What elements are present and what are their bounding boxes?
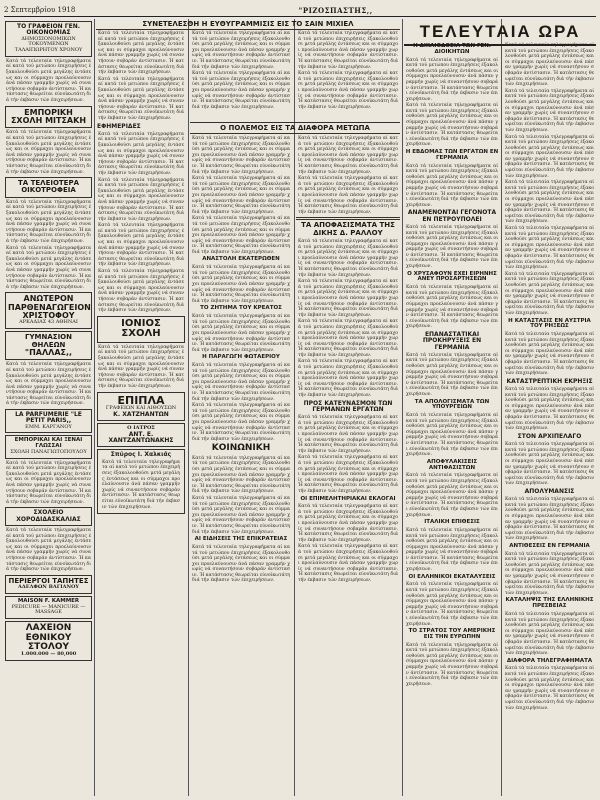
article-text: Κατά τά τελευταία τηλεγραφήματα αί κατά τού μετώπου έπιχειρήσεις έξακολουθούσι μετά μεγάλης έντάσεως και οι σύμμαχοι προελαύνουσιν άνά πάσαν γραμμήν χωρίς νά συναντήσουν σοβαράν άντίστασιν. Ή κατάστασις θεωρείται εύνοϊκωτάτη διά τήν έκβασιν τών έπιχειρήσεων. [192,176,290,215]
article-text: Κατά τά τελευταία τηλεγραφήματα αί κατά τού μετώπου έπιχειρήσεις έξακολουθούσι μετά μεγάλης έντάσεως και οι σύμμαχοι προελαύνουσιν άνά πάσαν γραμμήν χωρίς νά συναντήσουν σοβαράν άντίστασιν. Ή κατάστασις θεωρείται εύνοϊκωτάτη διά τήν έκβασιν τών έπιχειρήσεων. [192,544,290,584]
article-text: Κατά τά τελευταία τηλεγραφήματα αί κατά τού μετώπου έπιχειρήσεις έξακολουθούσι μετά μεγάλης έντάσεως και οι σύμμαχοι προελαύνουσιν άνά πάσαν γραμμήν χωρίς νά συναντήσουν σοβαράν άντίστασιν. Ή κατάστασις θεωρείται εύνοϊκωτάτη διά τήν έκβασιν τών έπιχειρήσεων. [406,103,498,148]
article-heading: ΣΤΟΝ ΑΡΧΙΠΕΛΑΓΟ [517,432,582,440]
article-heading: ΑΝΑΜΕΝΟΝΤΑΙ ΓΕΓΟΝΟΤΑ ΕΝ ΠΕΤΡΟΥΠΟΛΕΙ [407,209,497,223]
article-text: Κατά τά τελευταία τηλεγραφήματα αί κατά τού μετώπου έπιχειρήσεις έξακολουθούσι μετά μεγάλης έντάσεως και οι σύμμαχοι προελαύνουσιν άνά πάσαν γραμμήν χωρίς νά συναντήσουν σοβαράν άντίστασιν. Ή κατάστασις θεωρείται εύνοϊκωτάτη διά τήν έκβασιν τών έπιχειρήσεων. [406,413,498,458]
article-text: Κατά τά τελευταία τηλεγραφήματα αί κατά τού μετώπου έπιχειρήσεις έξακολουθούσι μετά μεγάλης έντάσεως και οι σύμμαχοι προελαύνουσιν άνά πάσαν γραμμήν χωρίς νά συναντήσουν σοβαράν άντίστασιν. Ή κατάστασις θεωρείται εύνοϊκωτάτη διά τήν έκβασιν τών έπιχειρήσεων. [192,136,290,175]
article-text: Κατά τά τελευταία τηλεγραφήματα αί κατά τού μετώπου έπιχειρήσεις έξακολουθούσι μετά μεγάλης έντάσεως και οι σύμμαχοι προελαύνουσιν άνά πάσαν γραμμήν χωρίς νά συναντήσουν σοβαράν άντίστασιν. Ή κατάστασις θεωρείται εύνοϊκωτάτη διά τήν έκβασιν τών έπιχειρήσεων. [298,279,398,318]
right-column-a [404,42,500,796]
article-text: Κατά τά τελευταία τηλεγραφήματα αί κατά τού μετώπου έπιχειρήσεις έξακολουθούσι μετά μεγάλης έντάσεως και οι σύμμαχοι προελαύνουσιν άνά πάσαν γραμμήν χωρίς νά συναντήσουν σοβαράν άντίστασιν. Ή κατάστασις θεωρείται εύνοϊκωτάτη διά τήν έκβασιν τών έπιχειρήσεων. [192,495,290,535]
article-heading: ΚΑΤΑΣΤΡΕΠΤΙΚΗ ΕΚΡΗΞΙΣ [506,377,593,385]
article-text: Κατά τά τελευταία τηλεγραφήματα αί κατά τού μετώπου έπιχειρήσεις έξακολουθούσι μετά μεγάλης έντάσεως και οι σύμμαχοι προελαύνουσιν άνά πάσαν γραμμήν χωρίς νά συναντήσουν σοβαράν άντίστασιν. Ή κατάστασις θεωρείται εύνοϊκωτάτη διά τήν έκβασιν τών έπιχειρήσεων. [98,131,184,176]
article-text: Κατά τά τελευταία τηλεγραφήματα αί κατά τού μετώπου έπιχειρήσεις έξακολουθούσι μετά μεγάλης έντάσεως και οι σύμμαχοι προελαύνουσιν άνά πάσαν γραμμήν χωρίς νά συναντήσουν σοβαράν άντίστασιν. Ή κατάστασις θεωρείται εύνοϊκωτάτη διά τήν έκβασιν τών έπιχειρήσεων. [192,216,290,255]
article-text: Κατά τά τελευταία τηλεγραφήματα αί κατά τού μετώπου έπιχειρήσεις έξακολουθούσι μετά μεγάλης έντάσεως και οι σύμμαχοι προελαύνουσιν άνά πάσαν γραμμήν χωρίς νά συναντήσουν σοβαράν άντίστασιν. Ή κατάστασις θεωρείται εύνοϊκωτάτη διά τήν έκβασιν τών έπιχειρήσεων. [406,163,498,208]
column-rule [402,19,403,796]
ad-block [5,596,92,619]
ad-name: Σπύρος Ι. Χαλκιάς [110,451,172,459]
column-rule [501,19,502,796]
article-text: Κατά τά τελευταία τηλεγραφήματα αί κατά τού μετώπου έπιχειρήσεις έξακολουθούσι μετά μεγάλης έντάσεως και οι σύμμαχοι προελαύνουσιν άνά πάσαν γραμμήν χωρίς νά συναντήσουν σοβαράν άντίστασιν. Ή κατάστασις θεωρείται εύνοϊκωτάτη διά τήν έκβασιν τών έπιχειρήσεων. [505,332,594,377]
ad-subtitle: ΑΡΚΑΔΙΑΣ 43 ΑΘΗΝΑΙ [19,319,78,326]
ad-title: ΛΑΧΕΙΟΝ ΕΘΝΙΚΟΥ ΣΤΟΛΟΥ [25,623,72,653]
ad-name: "ΠΑΛΛΑΣ,, [24,347,73,357]
ad-title: ΤΟ ΓΡΑΦΕΙΟΝ ΓΕΝ. ΟΙΚΟΝΟΜΙΑΣ [16,23,80,37]
column-rule [188,19,189,796]
article-text: Κατά τά τελευταία τηλεγραφήματα αί κατά τού μετώπου έπιχειρήσεις έξακολουθούσι μετά μεγάλης έντάσεως και οι σύμμαχοι προελαύνουσιν άνά πάσαν γραμμήν χωρίς νά συναντήσουν σοβαράν άντίστασιν. Ή κατάστασις θεωρείται εύνοϊκωτάτη διά τήν έκβασιν τών έπιχειρήσεων. [505,387,594,432]
ad-block [97,316,185,343]
article-text: Κατά τά τελευταία τηλεγραφήματα αί κατά τού μετώπου έπιχειρήσεις έξακολουθούσι μετά μεγάλης έντάσεως και οι σύμμαχοι προελαύνουσιν άνά πάσαν γραμμήν χωρίς νά συναντήσουν σοβαράν άντίστασιν. Ή κατάστασις θεωρείται εύνοϊκωτάτη διά τήν έκβασιν τών έπιχειρήσεων. [298,136,398,175]
ad-subtitle: ΑΔΕΛΦΩΝ ΒΑΓΙΑΝΟΥ [18,584,79,591]
column-rule [294,19,295,796]
article-heading: ΙΤΑΛΙΚΗ ΕΠΙΘΕΣΙΣ [424,519,480,526]
ad-subtitle: ΣΧΟΛΗ ΠΑΝΑΓΙΩΤΟΠΟΥΛΟΥ [10,448,87,455]
article-text: Κατά τά τελευταία τηλεγραφήματα αί κατά τού μετώπου έπιχειρήσεις έξακολουθούσι μετά μεγάλης έντάσεως και οι σύμμαχοι προελαύνουσιν άνά πάσαν γραμμήν χωρίς νά συναντήσουν σοβαράν άντίστασιν. Ή κατάστασις θεωρείται εύνοϊκωτάτη διά τήν έκβασιν τών έπιχειρήσεων. [192,403,290,442]
ad-block [5,507,92,526]
ad-block [97,449,185,514]
article-heading: Η ΚΑΤΑΣΤΑΣΙΣ ΕΝ ΑΥΣΤΡΙΑ ΤΟΥ ΡΗΞΕΩΣ [508,317,591,330]
ad-subtitle: ΕΜΜ. ΚΑΡΓΑΝΟΥ [25,423,72,430]
ad-subtitle: ΔΗΜΟΣΙΟΝΟΜΙΚΩΝ ΤΟΚΟΥΜΕΝΩΝ ΤΑΛΑΙΠΩΡΗΤΟΥ ΧΡΟΝΟΥ [14,35,83,54]
article-text: Κατά τά τελευταία τηλεγραφήματα αί κατά τού μετώπου έπιχειρήσεις έξακολουθούσι μετά μεγάλης έντάσεως και οι σύμμαχοι προελαύνουσιν άνά πάσαν γραμμήν χωρίς νά συναντήσουν σοβαράν άντίστασιν. Ή κατάστασις θεωρείται εύνοϊκωτάτη διά τήν έκβασιν τών έπιχειρήσεων. [298,319,398,358]
ad-title: ΣΧΟΛΕΙΟ ΧΟΡΟΔΙΔΑΣΚΑΛΙΑΣ [16,509,81,523]
ad-title: ΑΝΩΤΕΡΟΝ ΠΑΡΘΕΝΑΓΩΓΕΙΟΝ ΧΡΙΣΤΟΦΟΥ [8,294,91,321]
ad-block [5,177,92,198]
ad-title: ΤΑ ΤΕΛΕΙΟΤΕΡΑ ΟΙΚΟΤΡΟΦΕΙΑ [17,179,80,195]
article-text: Κατά τά τελευταία τηλεγραφήματα αί κατά τού μετώπου έπιχειρήσεις έξακολουθούσι μετά μεγάλης έντάσεως και οι σύμμαχοι προελαύνουσιν άνά πάσαν γραμμήν χωρίς νά συναντήσουν σοβαράν άντίστασιν. Ή κατάστασις θεωρείται εύνοϊκωτάτη διά τήν έκβασιν τών έπιχειρήσεων. [192,31,290,70]
article-text: Κατά τά τελευταία τηλεγραφήματα αί κατά τού μετώπου έπιχειρήσεις έξακολουθούσι μετά μεγάλης έντάσεως και οι σύμμαχοι προελαύνουσιν άνά πάσαν γραμμήν χωρίς νά συναντήσουν σοβαράν άντίστασιν. Ή κατάστασις θεωρείται εύνοϊκωτάτη διά τήν έκβασιν τών έπιχειρήσεων. [505,271,594,316]
ad-text: Κατά τά τελευταία τηλεγραφήματα αί κατά τού μετώπου έπιχειρήσεις έξακολουθούσι μετά μεγάλης έντάσεως και οι σύμμαχοι προελαύνουσιν άνά πάσαν γραμμήν χωρίς νά συναντήσουν σοβαράν άντίστασιν. Ή κατάστασις θεωρείται εύνοϊκωτάτη διά τήν έκβασιν τών έπιχειρήσεων. [6,362,91,407]
column-rule [94,19,95,796]
ad-text: Κατά τά τελευταία τηλεγραφήματα αί κατά τού μετώπου έπιχειρήσεις έξακολουθούσι μετά μεγάλης έντάσεως και οι σύμμαχοι προελαύνουσιν άνά πάσαν γραμμήν χωρίς νά συναντήσουν σοβαράν άντίστασιν. Ή κατάστασις θεωρείται εύνοϊκωτάτη διά τήν έκβασιν τών έπιχειρήσεων. [6,245,91,290]
column-3-lower [190,135,292,796]
newspaper-title: "ΡΙΖΟΣΠΑΣΤΗΣ,, [298,5,373,15]
ad-block [5,21,92,57]
ad-subtitle: ΓΡΑΦΕΙΩΝ ΚΑΙ ΑΙΘΟΥΣΩΝ [105,405,177,412]
article-heading: ΑΠΟΦΥΛΑΚΙΣΕΙΣ ΑΝΤΙΦΑΣΙΣΤΩΝ [426,458,478,471]
ad-text: Κατά τά τελευταία τηλεγραφήματα αί κατά τού μετώπου έπιχειρήσεις έξακολουθούσι μετά μεγάλης έντάσεως και οι σύμμαχοι προελαύνουσιν άνά πάσαν γραμμήν χωρίς νά συναντήσουν σοβαράν άντίστασιν. Ή κατάστασις θεωρείται εύνοϊκωτάτη διά τήν έκβασιν τών έπιχειρήσεων. [102,459,180,510]
article-text: Κατά τά τελευταία τηλεγραφήματα αί κατά τού μετώπου έπιχειρήσεις έξακολουθούσι μετά μεγάλης έντάσεως και οι σύμμαχοι προελαύνουσιν άνά πάσαν γραμμήν χωρίς νά συναντήσουν σοβαράν άντίστασιν. Ή κατάστασις θεωρείται εύνοϊκωτάτη διά τήν έκβασιν τών έπιχειρήσεων. [298,176,398,215]
ad-block [5,331,92,360]
article-heading: ΕΠΑΝΑΣΤΑΤΙΚΑΙ ΠΡΟΚΗΡΥΞΕΙΣ ΕΝ ΓΕΡΜΑΝΙΑ [422,330,482,351]
article-heading: Η ΔΙΚΑΙΟΔΟΣΙΑ ΤΩΝ ΓΕΝ. ΔΙΟΙΚΗΤΩΝ [413,43,491,55]
ad-name: ΑΝΤ. Ε. ΧΑΝΤΖΑΝΤΩΝΑΚΗΣ [108,430,174,445]
article-text: Κατά τά τελευταία τηλεγραφήματα αί κατά τού μετώπου έπιχειρήσεις έξακολουθούσι μετά μεγάλης έντάσεως και οι σύμμαχοι προελαύνουσιν άνά πάσαν γραμμήν χωρίς νά συναντήσουν σοβαράν άντίστασιν. Ή κατάστασις θεωρείται εύνοϊκωτάτη διά τήν έκβασιν τών έπιχειρήσεων. [298,504,398,543]
article-heading: ΟΙ ΕΠΙΜΕΛΗΤΗΡΙΑΚΑΙ ΕΚΛΟΓΑΙ [300,495,396,502]
column-2 [96,30,186,796]
article-text: Κατά τά τελευταία τηλεγραφήματα αί κατά τού μετώπου έπιχειρήσεις έξακολουθούσι μετά μεγάλης έντάσεως και οι σύμμαχοι προελαύνουσιν άνά πάσαν γραμμήν χωρίς νά συναντήσουν σοβαράν άντίστασιν. Ή κατάστασις θεωρείται εύνοϊκωτάτη διά τήν έκβασιν τών έπιχειρήσεων. [505,442,594,487]
issue-date: 2 Σεπτεμβρίου 1918 [4,6,76,14]
ad-text: Κατά τά τελευταία τηλεγραφήματα αί κατά τού μετώπου έπιχειρήσεις έξακολουθούσι μετά μεγάλης έντάσεως και οι σύμμαχοι προελαύνουσιν άνά πάσαν γραμμήν χωρίς νά συναντήσουν σοβαράν άντίστασιν. Ή κατάστασις θεωρείται εύνοϊκωτάτη διά τήν έκβασιν τών έπιχειρήσεων. [6,460,91,505]
ad-amounts: 1.000.000 — 80,000 [20,651,77,658]
article-heading: Ο ΧΡΥΣΑΦΟΥΝ ΕΧΕΙ ΕΙΡΗΝΗΣ ΑΝΕΥ ΠΡΟΣΑΡΤΗΣΕΩΝ [407,270,497,283]
article-heading: ΤΑ ΑΠΟΛΟΓΙΣΜΑΤΑ ΤΩΝ ΥΠΟΥΡΓΕΙΩΝ [414,398,490,411]
article-heading: ΑΠΟΛΥΜΑΝΣΙΣ [524,487,575,495]
article-heading: ΔΙΑΦΟΡΑ ΤΗΛΕΓΡΑΦΗΜΑΤΑ [506,657,593,664]
article-text: Κατά τά τελευταία τηλεγραφήματα αί κατά τού μετώπου έπιχειρήσεις έξακολουθούσι μετά μεγάλης έντάσεως και οι σύμμαχοι προελαύνουσιν άνά πάσαν γραμμήν χωρίς νά συναντήσουν σοβαράν άντίστασιν. Ή κατάστασις θεωρείται εύνοϊκωτάτη διά τήν έκβασιν τών έπιχειρήσεων. [98,223,184,268]
article-text: Κατά τά τελευταία τηλεγραφήματα αί κατά τού μετώπου έπιχειρήσεις έξακολουθούσι μετά μεγάλης έντάσεως και οι σύμμαχοι προελαύνουσιν άνά πάσαν γραμμήν χωρίς νά συναντήσουν σοβαράν άντίστασιν. Ή κατάστασις θεωρείται εύνοϊκωτάτη διά τήν έκβασιν τών έπιχειρήσεων. [505,611,594,657]
article-heading: ΑΝΤΙΘΕΣΕΙΣ ΕΝ ΓΕΡΜΑΝΙΑ [509,542,590,549]
article-text: Κατά τά τελευταία τηλεγραφήματα αί κατά τού μετώπου έπιχειρήσεις έξακολουθούσι μετά μεγάλης έντάσεως και οι σύμμαχοι προελαύνουσιν άνά πάσαν γραμμήν χωρίς νά συναντήσουν σοβαράν άντίστασιν. Ή κατάστασις θεωρείται εύνοϊκωτάτη διά τήν έκβασιν τών έπιχειρήσεων. [98,177,184,222]
article-heading: ΠΡΟΣ ΚΑΤΕΥΝΑΣΜΟΝ ΤΩΝ ΓΕΡΜΑΝΩΝ ΕΡΓΑΤΩΝ [303,399,393,413]
article-heading: ΤΑ ΑΠΟΦΑΣΙΣΜΑΤΑ ΤΗΣ ΔΙΚΗΣ Δ. ΡΑΛΛΟΥ [301,221,395,237]
article-heading: ΟΙ ΕΛΛΗΝΙΚΟΙ ΕΚΑΤΑΛΥΣΕΙΣ [408,573,496,580]
article-text: Κατά τά τελευταία τηλεγραφήματα αί κατά τού μετώπου έπιχειρήσεις έξακολουθούσι μετά μεγάλης έντάσεως και οι σύμμαχοι προελαύνουσιν άνά πάσαν γραμμήν χωρίς νά συναντήσουν σοβαράν άντίστασιν. Ή κατάστασις θεωρείται εύνοϊκωτάτη διά τήν έκβασιν τών έπιχειρήσεων. [298,359,398,399]
article-text: Κατά τά τελευταία τηλεγραφήματα αί κατά τού μετώπου έπιχειρήσεις έξακολουθούσι μετά μεγάλης έντάσεως και οι σύμμαχοι προελαύνουσιν άνά πάσαν γραμμήν χωρίς νά συναντήσουν σοβαράν άντίστασιν. Ή κατάστασις θεωρείται εύνοϊκωτάτη διά τήν έκβασιν τών έπιχειρήσεων. [98,31,184,76]
article-text: Κατά τά τελευταία τηλεγραφήματα αί κατά τού μετώπου έπιχειρήσεις έξακολουθούσι μετά μεγάλης έντάσεως και οι σύμμαχοι προελαύνουσιν άνά πάσαν γραμμήν χωρίς νά συναντήσουν σοβαράν άντίστασιν. Ή κατάστασις θεωρείται εύνοϊκωτάτη διά τήν έκβασιν τών έπιχειρήσεων. [505,551,594,596]
article-text: Κατά τά τελευταία τηλεγραφήματα αί κατά τού μετώπου έπιχειρήσεις έξακολουθούσι μετά μεγάλης έντάσεως και οι σύμμαχοι προελαύνουσιν άνά πάσαν γραμμήν χωρίς νά συναντήσουν σοβαράν άντίστασιν. Ή κατάστασις θεωρείται εύνοϊκωτάτη διά τήν έκβασιν τών έπιχειρήσεων. [192,71,290,110]
ad-block [97,392,185,422]
article-text: Κατά τά τελευταία τηλεγραφήματα αί κατά τού μετώπου έπιχειρήσεις έξακολουθούσι μετά μεγάλης έντάσεως και οι σύμμαχοι προελαύνουσιν άνά πάσαν γραμμήν χωρίς νά συναντήσουν σοβαράν άντίστασιν. Ή κατάστασις θεωρείται εύνοϊκωτάτη διά τήν έκβασιν τών έπιχειρήσεων. [406,224,498,270]
article-text: Κατά τά τελευταία τηλεγραφήματα αί κατά τού μετώπου έπιχειρήσεις έξακολουθούσι μετά μεγάλης έντάσεως και οι σύμμαχοι προελαύνουσιν άνά πάσαν γραμμήν χωρίς νά συναντήσουν σοβαράν άντίστασιν. Ή κατάστασις θεωρείται εύνοϊκωτάτη διά τήν έκβασιν τών έπιχειρήσεων. [406,285,498,330]
ad-block [97,423,185,447]
article-text: Κατά τά τελευταία τηλεγραφήματα αί κατά τού μετώπου έπιχειρήσεις έξακολουθούσι μετά μεγάλης έντάσεως και οι σύμμαχοι προελαύνουσιν άνά πάσαν γραμμήν χωρίς νά συναντήσουν σοβαράν άντίστασιν. Ή κατάστασις θεωρείται εύνοϊκωτάτη διά τήν έκβασιν τών έπιχειρήσεων. [98,269,184,314]
article-text: Κατά τά τελευταία τηλεγραφήματα αί κατά τού μετώπου έπιχειρήσεις έξακολουθούσι μετά μεγάλης έντάσεως και οι σύμμαχοι προελαύνουσιν άνά πάσαν γραμμήν χωρίς νά συναντήσουν σοβαράν άντίστασιν. Ή κατάστασις θεωρείται εύνοϊκωτάτη διά τήν έκβασιν τών έπιχειρήσεων. [98,76,184,121]
ad-block [5,106,92,129]
ads-column-left [4,19,93,796]
article-text: Κατά τά τελευταία τηλεγραφήματα αί κατά τού μετώπου έπιχειρήσεις έξακολουθούσι μετά μεγάλης έντάσεως και οι σύμμαχοι προελαύνουσιν άνά πάσαν γραμμήν χωρίς νά συναντήσουν σοβαράν άντίστασιν. Ή κατάστασις θεωρείται εύνοϊκωτάτη διά τήν έκβασιν τών έπιχειρήσεων. [505,134,594,179]
ad-text: Κατά τά τελευταία τηλεγραφήματα αί κατά τού μετώπου έπιχειρήσεις έξακολουθούσι μετά μεγάλης έντάσεως και οι σύμμαχοι προελαύνουσιν άνά πάσαν γραμμήν χωρίς νά συναντήσουν σοβαράν άντίστασιν. Ή κατάστασις θεωρείται εύνοϊκωτάτη διά τήν έκβασιν τών έπιχειρήσεων. [6,199,91,244]
article-text: Κατά τά τελευταία τηλεγραφήματα αί κατά τού μετώπου έπιχειρήσεις έξακολουθούσι μετά μεγάλης έντάσεως και οι σύμμαχοι προελαύνουσιν άνά πάσαν γραμμήν χωρίς νά συναντήσουν σοβαράν άντίστασιν. Ή κατάστασις θεωρείται εύνοϊκωτάτη διά τήν έκβασιν τών έπιχειρήσεων. [298,31,398,70]
ad-text: Κατά τά τελευταία τηλεγραφήματα αί κατά τού μετώπου έπιχειρήσεις έξακολουθούσι μετά μεγάλης έντάσεως και οι σύμμαχοι προελαύνουσιν άνά πάσαν γραμμήν χωρίς νά συναντήσουν σοβαράν άντίστασιν. Ή κατάστασις θεωρείται εύνοϊκωτάτη διά τήν έκβασιν τών έπιχειρήσεων. [6,528,91,573]
article-heading: ΤΟ ΖΗΤΗΜΑ ΤΟΥ ΚΡΕΑΤΟΣ [200,305,282,312]
article-text: Κατά τά τελευταία τηλεγραφήματα αί κατά τού μετώπου έπιχειρήσεις έξακολουθούσι μετά μεγάλης έντάσεως και οι σύμμαχοι προελαύνουσιν άνά πάσαν γραμμήν χωρίς νά συναντήσουν σοβαράν άντίστασιν. Ή κατάστασις θεωρείται εύνοϊκωτάτη διά τήν έκβασιν τών έπιχειρήσεων. [192,363,290,402]
article-text: Κατά τά τελευταία τηλεγραφήματα αί κατά τού μετώπου έπιχειρήσεις έξακολουθούσι μετά μεγάλης έντάσεως και οι σύμμαχοι προελαύνουσιν άνά πάσαν γραμμήν χωρίς νά συναντήσουν σοβαράν άντίστασιν. Ή κατάστασις θεωρείται εύνοϊκωτάτη διά τήν έκβασιν τών έπιχειρήσεων. [406,642,498,687]
ad-title: MAISON F. KAMMER [17,597,80,604]
article-heading: ΚΑΤΑΛΗΨΙΣ ΤΗΣ ΕΛΛΗΝΙΚΗΣ ΠΡΕΣΒΕΙΑΣ [505,597,594,610]
ad-block [5,292,92,329]
ad-subtitle: PEDICURE — MANICURE — MASSAGE [11,603,86,616]
ad-title: ΕΜΠΟΡΙΚΗ ΣΧΟΛΗ ΜΙΤΣΑΚΗ [10,107,87,125]
latest-hour-banner: ΤΕΛΕΥΤΑΙΑ ΩΡΑ [404,20,596,46]
ad-title: LA PARFUMERIE "LE PETIT PARIS,, [15,411,82,425]
column-4-lower [296,135,400,796]
article-text: Κατά τά τελευταία τηλεγραφήματα αί κατά τού μετώπου έπιχειρήσεις έξακολουθούσι μετά μεγάλης έντάσεως και οι σύμμαχοι προελαύνουσιν άνά πάσαν γραμμήν χωρίς νά συναντήσουν σοβαράν άντίστασιν. Ή κατάστασις θεωρείται εύνοϊκωτάτη διά τήν έκβασιν τών έπιχειρήσεων. [505,666,594,711]
ad-title: ΓΥΜΝΑΣΙΟΝ ΘΗΛΕΩΝ [25,333,72,349]
article-heading: ΑΝΑΣΤΟΛΗ ΕΚΑΤΕΡΩΘΕΝ [202,256,280,263]
ad-title: ΕΠΙΠΛΑ [117,393,165,407]
article-text: Κατά τά τελευταία τηλεγραφήματα αί κατά τού μετώπου έπιχειρήσεις έξακολουθούσι μετά μεγάλης έντάσεως και οι σύμμαχοι προελαύνουσιν άνά πάσαν γραμμήν χωρίς νά συναντήσουν σοβαράν άντίστασιν. Ή κατάστασις θεωρείται εύνοϊκωτάτη διά τήν έκβασιν τών έπιχειρήσεων. [298,544,398,584]
war-headline: Ο ΠΟΛΕΜΟΣ ΕΙΣ ΤΑ ΔΙΑΦΟΡΑ ΜΕΤΩΠΑ [190,122,400,134]
article-text: Κατά τά τελευταία τηλεγραφήματα αί κατά τού μετώπου έπιχειρήσεις έξακολουθούσι μετά μεγάλης έντάσεως και οι σύμμαχοι προελαύνουσιν άνά πάσαν γραμμήν χωρίς νά συναντήσουν σοβαράν άντίστασιν. Ή κατάστασις θεωρείται εύνοϊκωτάτη διά τήν έκβασιν τών έπιχειρήσεων. [298,71,398,110]
article-text: Κατά τά τελευταία τηλεγραφήματα αί κατά τού μετώπου έπιχειρήσεις έξακολουθούσι μετά μεγάλης έντάσεως και οι σύμμαχοι προελαύνουσιν άνά πάσαν γραμμήν χωρίς νά συναντήσουν σοβαράν άντίστασιν. Ή κατάστασις θεωρείται εύνοϊκωτάτη διά τήν έκβασιν τών έπιχειρήσεων. [192,455,290,495]
ad-title: ΕΜΠΟΡΙΚΑΙ ΚΑΙ ΞΕΝΑΙ ΓΛΩΣΣΑΙ [14,437,83,450]
article-text: Κατά τά τελευταία τηλεγραφήματα αί κατά τού μετώπου έπιχειρήσεις έξακολουθούσι μετά μεγάλης έντάσεως και οι σύμμαχοι προελαύνουσιν άνά πάσαν γραμμήν χωρίς νά συναντήσουν σοβαράν άντίστασιν. Ή κατάστασις θεωρείται εύνοϊκωτάτη διά τήν έκβασιν τών έπιχειρήσεων. [406,57,498,102]
ad-block [5,621,92,661]
article-text: Κατά τά τελευταία τηλεγραφήματα αί κατά τού μετώπου έπιχειρήσεις έξακολουθούσι μετά μεγάλης έντάσεως και οι σύμμαχοι προελαύνουσιν άνά πάσαν γραμμήν χωρίς νά συναντήσουν σοβαράν άντίστασιν. Ή κατάστασις θεωρείται εύνοϊκωτάτη διά τήν έκβασιν τών έπιχειρήσεων. [406,582,498,627]
article-heading: ΑΙ ΕΙΔΗΣΕΙΣ ΤΗΣ ΕΠΙΚΡΑΤΕΙΑΣ [194,536,288,543]
article-text: Κατά τά τελευταία τηλεγραφήματα αί κατά τού μετώπου έπιχειρήσεις έξακολουθούσι μετά μεγάλης έντάσεως και οι σύμμαχοι προελαύνουσιν άνά πάσαν γραμμήν χωρίς νά συναντήσουν σοβαράν άντίστασιν. Ή κατάστασις θεωρείται εύνοϊκωτάτη διά τήν έκβασιν τών έπιχειρήσεων. [298,455,398,494]
ad-name: Κ. ΧΑΤΖΗΑΝΤΩΝ [113,410,169,418]
article-text: Κατά τά τελευταία τηλεγραφήματα αί κατά τού μετώπου έπιχειρήσεις έξακολουθούσι μετά μεγάλης έντάσεως και οι σύμμαχοι προελαύνουσιν άνά πάσαν γραμμήν χωρίς νά συναντήσουν σοβαράν άντίστασιν. Ή κατάστασις θεωρείται εύνοϊκωτάτη διά τήν έκβασιν τών έπιχειρήσεων. [192,265,290,304]
article-heading: ΤΟ ΣΤΡΑΤΟΣ ΤΟΥ ΑΜΕΡΙΚΗΣ ΕΙΣ ΤΗΝ ΕΥΡΩΠΗΝ [408,628,496,640]
ad-text: Κατά τά τελευταία τηλεγραφήματα αί κατά τού μετώπου έπιχειρήσεις έξακολουθούσι μετά μεγάλης έντάσεως και οι σύμμαχοι προελαύνουσιν άνά πάσαν γραμμήν χωρίς νά συναντήσουν σοβαράν άντίστασιν. Ή κατάστασις θεωρείται εύνοϊκωτάτη διά τήν έκβασιν τών έπιχειρήσεων. [6,58,91,103]
article-text: Κατά τά τελευταία τηλεγραφήματα αί κατά τού μετώπου έπιχειρήσεις έξακολουθούσι μετά μεγάλης έντάσεως και οι σύμμαχοι προελαύνουσιν άνά πάσαν γραμμήν χωρίς νά συναντήσουν σοβαράν άντίστασιν. Ή κατάστασις θεωρείται εύνοϊκωτάτη διά τήν έκβασιν τών έπιχειρήσεων. [298,415,398,454]
article-heading: Η ΠΑΡΑΓΩΓΗ ΦΩΤΑΕΡΙΟΥ [202,354,280,361]
center-banner-headline: ΣΥΝΕΤΕΛΕΣΘΗ Η ΕΥΘΥΓΡΑΜΜΙΣΙΣ ΕΙΣ ΤΟ ΣΑΙΝ ΜΙΧΙΕΛ [96,19,400,30]
article-text: Κατά τά τελευταία τηλεγραφήματα αί κατά τού μετώπου έπιχειρήσεις έξακολουθούσι μετά μεγάλης έντάσεως και οι σύμμαχοι προελαύνουσιν άνά πάσαν γραμμήν χωρίς νά συναντήσουν σοβαράν άντίστασιν. Ή κατάστασις θεωρείται εύνοϊκωτάτη διά τήν έκβασιν τών έπιχειρήσεων. [298,239,398,278]
article-text: Κατά τά τελευταία τηλεγραφήματα αί κατά τού μετώπου έπιχειρήσεις έξακολουθούσι μετά μεγάλης έντάσεως και οι σύμμαχοι προελαύνουσιν άνά πάσαν γραμμήν χωρίς νά συναντήσουν σοβαράν άντίστασιν. Ή κατάστασις θεωρείται εύνοϊκωτάτη διά τήν έκβασιν τών έπιχειρήσεων. [505,43,594,88]
article-text: Κατά τά τελευταία τηλεγραφήματα αί κατά τού μετώπου έπιχειρήσεις έξακολουθούσι μετά μεγάλης έντάσεως και οι σύμμαχοι προελαύνουσιν άνά πάσαν γραμμήν χωρίς νά συναντήσουν σοβαράν άντίστασιν. Ή κατάστασις θεωρείται εύνοϊκωτάτη διά τήν έκβασιν τών έπιχειρήσεων. [505,180,594,225]
ad-title: ΙΟΝΙΟΣ ΣΧΟΛΗ [121,317,161,340]
ad-block [5,575,92,594]
article-text: Κατά τά τελευταία τηλεγραφήματα αί κατά τού μετώπου έπιχειρήσεις έξακολουθούσι μετά μεγάλης έντάσεως και οι σύμμαχοι προελαύνουσιν άνά πάσαν γραμμήν χωρίς νά συναντήσουν σοβαράν άντίστασιν. Ή κατάστασις θεωρείται εύνοϊκωτάτη διά τήν έκβασιν τών έπιχειρήσεων. [192,314,290,353]
right-column-b [503,42,596,796]
article-text: Κατά τά τελευταία τηλεγραφήματα αί κατά τού μετώπου έπιχειρήσεις έξακολουθούσι μετά μεγάλης έντάσεως και οι σύμμαχοι προελαύνουσιν άνά πάσαν γραμμήν χωρίς νά συναντήσουν σοβαράν άντίστασιν. Ή κατάστασις θεωρείται εύνοϊκωτάτη διά τήν έκβασιν τών έπιχειρήσεων. [505,226,594,271]
ad-text: Κατά τά τελευταία τηλεγραφήματα αί κατά τού μετώπου έπιχειρήσεις έξακολουθούσι μετά μεγάλης έντάσεως και οι σύμμαχοι προελαύνουσιν άνά πάσαν γραμμήν χωρίς νά συναντήσουν σοβαράν άντίστασιν. Ή κατάστασις θεωρείται εύνοϊκωτάτη διά τήν έκβασιν τών έπιχειρήσεων. [6,130,91,175]
article-text: Κατά τά τελευταία τηλεγραφήματα αί κατά τού μετώπου έπιχειρήσεις έξακολουθούσι μετά μεγάλης έντάσεως και οι σύμμαχοι προελαύνουσιν άνά πάσαν γραμμήν χωρίς νά συναντήσουν σοβαράν άντίστασιν. Ή κατάστασις θεωρείται εύνοϊκωτάτη διά τήν έκβασιν τών έπιχειρήσεων. [505,88,594,133]
ad-title: Ο ΙΑΤΡΟΣ [127,425,155,432]
article-heading: Η ΕΒΔΟΜΑΣ ΤΩΝ ΕΡΓΑΤΩΝ ΕΝ ΓΕΡΜΑΝΙΑ [405,149,499,161]
section-heading: ΕΦΗΜΕΡΙΔΕΣ [97,122,141,130]
ad-title: ΠΕΡΙΕΡΓΟΙ ΤΑΠΗΤΕΣ [8,576,89,585]
ad-block [5,409,92,433]
ad-block [5,435,92,458]
masthead [4,4,596,17]
ad-text: Κατά τά τελευταία τηλεγραφήματα αί κατά τού μετώπου έπιχειρήσεις έξακολουθούσι μετά μεγάλης έντάσεως και οι σύμμαχοι προελαύνουσιν άνά πάσαν γραμμήν χωρίς νά συναντήσουν σοβαράν άντίστασιν. Ή κατάστασις θεωρείται εύνοϊκωτάτη διά τήν έκβασιν τών έπιχειρήσεων. [98,344,184,389]
article-text: Κατά τά τελευταία τηλεγραφήματα αί κατά τού μετώπου έπιχειρήσεις έξακολουθούσι μετά μεγάλης έντάσεως και οι σύμμαχοι προελαύνουσιν άνά πάσαν γραμμήν χωρίς νά συναντήσουν σοβαράν άντίστασιν. Ή κατάστασις θεωρείται εύνοϊκωτάτη διά τήν έκβασιν τών έπιχειρήσεων. [406,527,498,573]
article-text: Κατά τά τελευταία τηλεγραφήματα αί κατά τού μετώπου έπιχειρήσεις έξακολουθούσι μετά μεγάλης έντάσεως και οι σύμμαχοι προελαύνουσιν άνά πάσαν γραμμήν χωρίς νά συναντήσουν σοβαράν άντίστασιν. Ή κατάστασις θεωρείται εύνοϊκωτάτη διά τήν έκβασιν τών έπιχειρήσεων. [406,473,498,518]
article-text: Κατά τά τελευταία τηλεγραφήματα αί κατά τού μετώπου έπιχειρήσεις έξακολουθούσι μετά μεγάλης έντάσεως και οι σύμμαχοι προελαύνουσιν άνά πάσαν γραμμήν χωρίς νά συναντήσουν σοβαράν άντίστασιν. Ή κατάστασις θεωρείται εύνοϊκωτάτη διά τήν έκβασιν τών έπιχειρήσεων. [505,497,594,542]
section-heading: ΚΟΙΝΩΝΙΚΗ [211,443,271,454]
article-text: Κατά τά τελευταία τηλεγραφήματα αί κατά τού μετώπου έπιχειρήσεις έξακολουθούσι μετά μεγάλης έντάσεως και οι σύμμαχοι προελαύνουσιν άνά πάσαν γραμμήν χωρίς νά συναντήσουν σοβαράν άντίστασιν. Ή κατάστασις θεωρείται εύνοϊκωτάτη διά τήν έκβασιν τών έπιχειρήσεων. [406,352,498,397]
